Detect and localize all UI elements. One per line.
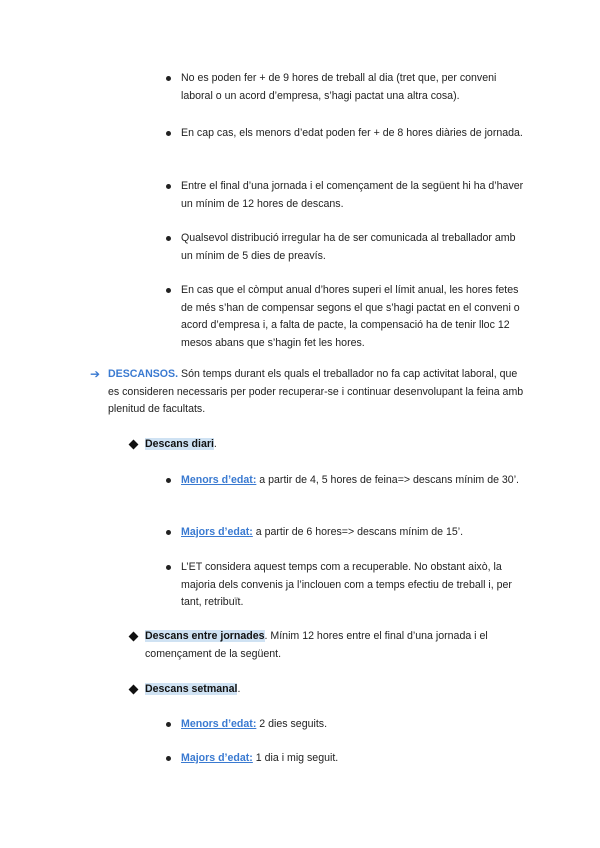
descansos-paragraph: [108, 366, 528, 419]
bullet-dot: [166, 131, 171, 136]
menors-edat-link[interactable]: Menors d’edat:: [181, 718, 257, 730]
majors-edat-link[interactable]: Majors d’edat:: [181, 752, 253, 764]
list-item: [181, 472, 526, 490]
descans-diari-heading: [145, 436, 525, 454]
list-item: [181, 282, 526, 352]
bullet-dot: [166, 565, 171, 570]
descansos-title: DESCANSOS.: [108, 368, 179, 380]
bullet-dot: [166, 756, 171, 761]
descansos-text: Són temps durant els quals el treballador no fa cap activitat laboral, que es consideren necessaris per poder recuperar-se i continuar desenvolupant la feina amb plenitud de facultats.: [108, 368, 524, 416]
list-item: [181, 178, 526, 213]
bullet-dot: [166, 530, 171, 535]
menors-edat-link[interactable]: Menors d’edat:: [181, 474, 257, 486]
bullet-dot: [166, 236, 171, 241]
bullet-text: Qualsevol distribució irregular ha de ser comunicada al treballador amb un mínim de 5 dies de preavís.: [181, 232, 516, 262]
bullet-dot: [166, 76, 171, 81]
diari-note: L’ET considera aquest temps com a recuperable. No obstant això, la majoria dels convenis ja l’inclouen com a temps efectiu de treball i, per tant, retribuït.: [181, 561, 512, 609]
bullet-text: En cap cas, els menors d’edat poden fer + de 8 hores diàries de jornada.: [181, 127, 523, 139]
bullet-text: No es poden fer + de 9 hores de treball al dia (tret que, per conveni laboral o un acord d’empresa, s’hagi pactat una altra cosa).: [181, 72, 497, 102]
list-item: [181, 125, 526, 143]
diamond-bullet-icon: [129, 632, 139, 642]
list-item: [181, 716, 526, 734]
bullet-text: En cas que el còmput anual d’hores superi el límit anual, les hores fetes de més s’han de compensar segons el que s’hagi pactat en el conveni o acord d’empresa i, a falta de pacte, la compensació ha de tenir lloc 12 mesos abans que s’hagin fet les hores.: [181, 284, 520, 349]
bullet-dot: [166, 288, 171, 293]
diamond-bullet-icon: [129, 440, 139, 450]
menors-edat-text: a partir de 4, 5 hores de feina=> descans mínim de 30’.: [259, 474, 519, 486]
bullet-dot: [166, 184, 171, 189]
period: .: [237, 683, 241, 695]
descans-entre-text: . Mínim 12 hores entre el final d’una jornada i el començament de la següent.: [145, 630, 488, 660]
descansos-section: [108, 366, 528, 419]
list-item: [181, 70, 526, 105]
descans-setmanal-heading: [145, 681, 525, 699]
arrow-right-icon: ➔: [90, 367, 101, 381]
descans-entre-section: [145, 628, 525, 663]
majors-edat-link[interactable]: Majors d’edat:: [181, 526, 253, 538]
bullet-dot: [166, 722, 171, 727]
bullet-text: Entre el final d’una jornada i el començament de la següent hi ha d’haver un mínim de 12 hores de descans.: [181, 180, 524, 210]
diamond-bullet-icon: [129, 685, 139, 695]
majors-edat-text: a partir de 6 hores=> descans mínim de 15’.: [255, 526, 464, 538]
list-item: [181, 524, 526, 542]
majors-edat-text: 1 dia i mig seguit.: [255, 752, 339, 764]
menors-edat-text: 2 dies seguits.: [259, 718, 328, 730]
descans-setmanal-title: Descans setmanal: [145, 683, 238, 695]
list-item: [181, 750, 526, 768]
list-item: [181, 559, 526, 612]
bullet-dot: [166, 478, 171, 483]
descans-entre-title: Descans entre jornades: [145, 630, 265, 642]
descans-diari-title: Descans diari: [145, 438, 214, 450]
list-item: [181, 230, 526, 265]
period: .: [213, 438, 217, 450]
